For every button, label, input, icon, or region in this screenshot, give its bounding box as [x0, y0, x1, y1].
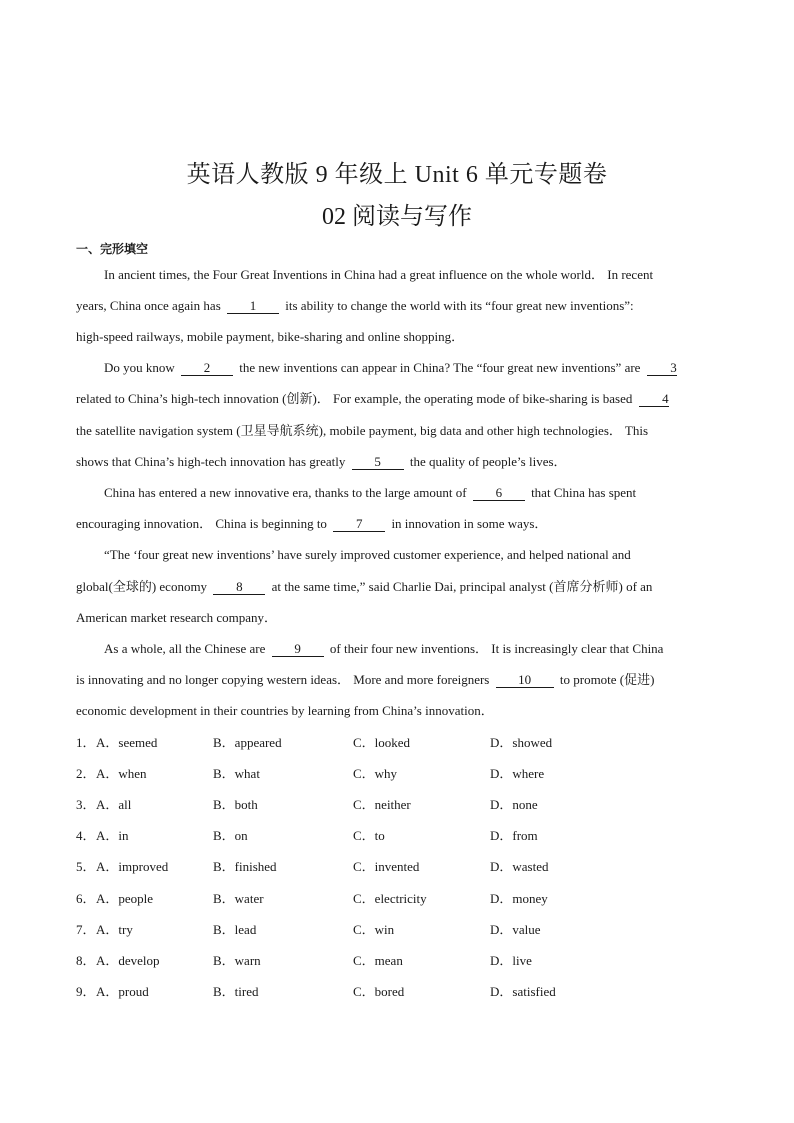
passage-text: economic development in their countries by learning from China’s innovation． — [76, 703, 494, 718]
passage-text: the quality of people’s lives． — [409, 454, 567, 469]
option-row — [76, 858, 676, 876]
passage-text: “The ‘four great new inventions’ have surely improved customer experience, and helped national and — [104, 547, 631, 562]
option-a: A．try — [96, 922, 133, 937]
answer-blank: 10 — [496, 672, 554, 688]
passage-line — [104, 484, 718, 502]
answer-blank: 7 — [333, 516, 385, 532]
passage-text: in innovation in some ways． — [391, 516, 548, 531]
answer-blank: 4 — [639, 391, 669, 407]
passage-line — [104, 640, 718, 658]
option-c: C．neither — [353, 797, 411, 812]
option-c: C．to — [353, 828, 385, 843]
option-b: B．finished — [213, 859, 277, 874]
passage-line — [76, 578, 718, 596]
passage-line — [76, 422, 718, 440]
question-number: 1． — [76, 735, 96, 750]
question-number: 4． — [76, 828, 96, 843]
option-c: C．invented — [353, 859, 420, 874]
answer-blank: 2 — [181, 360, 233, 376]
passage-text: high-speed railways, mobile payment, bike-sharing and online shopping． — [76, 329, 465, 344]
option-d: D．money — [490, 891, 548, 906]
option-row — [76, 921, 676, 939]
option-d: D．value — [490, 922, 541, 937]
passage-text: its ability to change the world with its “four great new inventions”: — [285, 298, 634, 313]
passage-line — [76, 515, 718, 533]
question-number: 2． — [76, 766, 96, 781]
passage-line — [76, 609, 718, 627]
passage-text: at the same time,” said Charlie Dai, principal analyst (首席分析师) of an — [271, 579, 653, 594]
option-a: A．in — [96, 828, 129, 843]
passage-line — [76, 671, 718, 689]
question-number: 8． — [76, 953, 96, 968]
option-b: B．tired — [213, 984, 259, 999]
option-d: D．from — [490, 828, 538, 843]
option-d: D．live — [490, 953, 532, 968]
passage-line — [104, 359, 718, 377]
passage-text: to promote (促进) — [559, 672, 655, 687]
option-a: A．improved — [96, 859, 169, 874]
passage-text: that China has spent — [531, 485, 637, 500]
option-d: D．none — [490, 797, 538, 812]
answer-blank: 3 — [647, 360, 677, 376]
question-number: 3． — [76, 797, 96, 812]
passage-text: years, China once again has — [76, 298, 221, 313]
option-a: A．people — [96, 891, 154, 906]
passage-text: the new inventions can appear in China? The “four great new inventions” are — [239, 360, 641, 375]
passage-text: American market research company． — [76, 610, 278, 625]
option-b: B．appeared — [213, 735, 282, 750]
answer-blank: 1 — [227, 298, 279, 314]
passage-text: related to China’s high-tech innovation (创新)． For example, the operating mode of bike-sharing is based — [76, 391, 633, 406]
option-c: C．electricity — [353, 891, 427, 906]
passage-text: encouraging innovation． China is beginning to — [76, 516, 327, 531]
option-a: A．seemed — [96, 735, 158, 750]
option-d: D．where — [490, 766, 545, 781]
passage-text: Do you know — [104, 360, 175, 375]
question-number: 9． — [76, 984, 96, 999]
passage-text: global(全球的) economy — [76, 579, 208, 594]
passage-line — [104, 266, 718, 284]
passage-line — [76, 702, 718, 720]
passage-text: is innovating and no longer copying western ideas． More and more foreigners — [76, 672, 490, 687]
page-subtitle: 02 阅读与写作 — [322, 204, 472, 230]
passage-line — [76, 453, 718, 471]
option-row — [76, 952, 676, 970]
option-row — [76, 734, 676, 752]
option-c: C．looked — [353, 735, 411, 750]
option-b: B．both — [213, 797, 258, 812]
passage-text: the satellite navigation system (卫星导航系统), mobile payment, big data and other high technologies． This — [76, 423, 649, 438]
answer-blank: 9 — [272, 641, 324, 657]
option-b: B．on — [213, 828, 248, 843]
option-c: C．mean — [353, 953, 403, 968]
passage-text: As a whole, all the Chinese are — [104, 641, 266, 656]
passage-text: of their four new inventions． It is increasingly clear that China — [329, 641, 664, 656]
option-b: B．what — [213, 766, 260, 781]
section-heading: 一、完形填空 — [76, 242, 149, 256]
option-b: B．water — [213, 891, 264, 906]
question-number: 6． — [76, 891, 96, 906]
answer-blank: 8 — [213, 579, 265, 595]
option-d: D．satisfied — [490, 984, 556, 999]
option-a: A．proud — [96, 984, 149, 999]
passage-line — [76, 328, 718, 346]
passage-line — [76, 297, 718, 315]
option-c: C．why — [353, 766, 398, 781]
page-title: 英语人教版 9 年级上 Unit 6 单元专题卷 — [186, 162, 608, 188]
passage-text: In ancient times, the Four Great Inventions in China had a great influence on the whole world． In recent — [104, 267, 654, 282]
option-d: D．showed — [490, 735, 553, 750]
passage-line — [104, 546, 718, 564]
option-a: A．when — [96, 766, 147, 781]
passage-text: shows that China’s high-tech innovation has greatly — [76, 454, 346, 469]
option-c: C．bored — [353, 984, 405, 999]
option-b: B．lead — [213, 922, 257, 937]
option-c: C．win — [353, 922, 395, 937]
option-row — [76, 796, 676, 814]
option-a: A．develop — [96, 953, 160, 968]
passage-text: China has entered a new innovative era, thanks to the large amount of — [104, 485, 467, 500]
option-b: B．warn — [213, 953, 261, 968]
answer-blank: 5 — [352, 454, 404, 470]
option-row — [76, 827, 676, 845]
option-row — [76, 983, 676, 1001]
question-number: 5． — [76, 859, 96, 874]
passage-line — [76, 390, 718, 408]
option-d: D．wasted — [490, 859, 549, 874]
question-number: 7． — [76, 922, 96, 937]
answer-blank: 6 — [473, 485, 525, 501]
option-a: A．all — [96, 797, 132, 812]
option-row — [76, 765, 676, 783]
option-row — [76, 890, 676, 908]
